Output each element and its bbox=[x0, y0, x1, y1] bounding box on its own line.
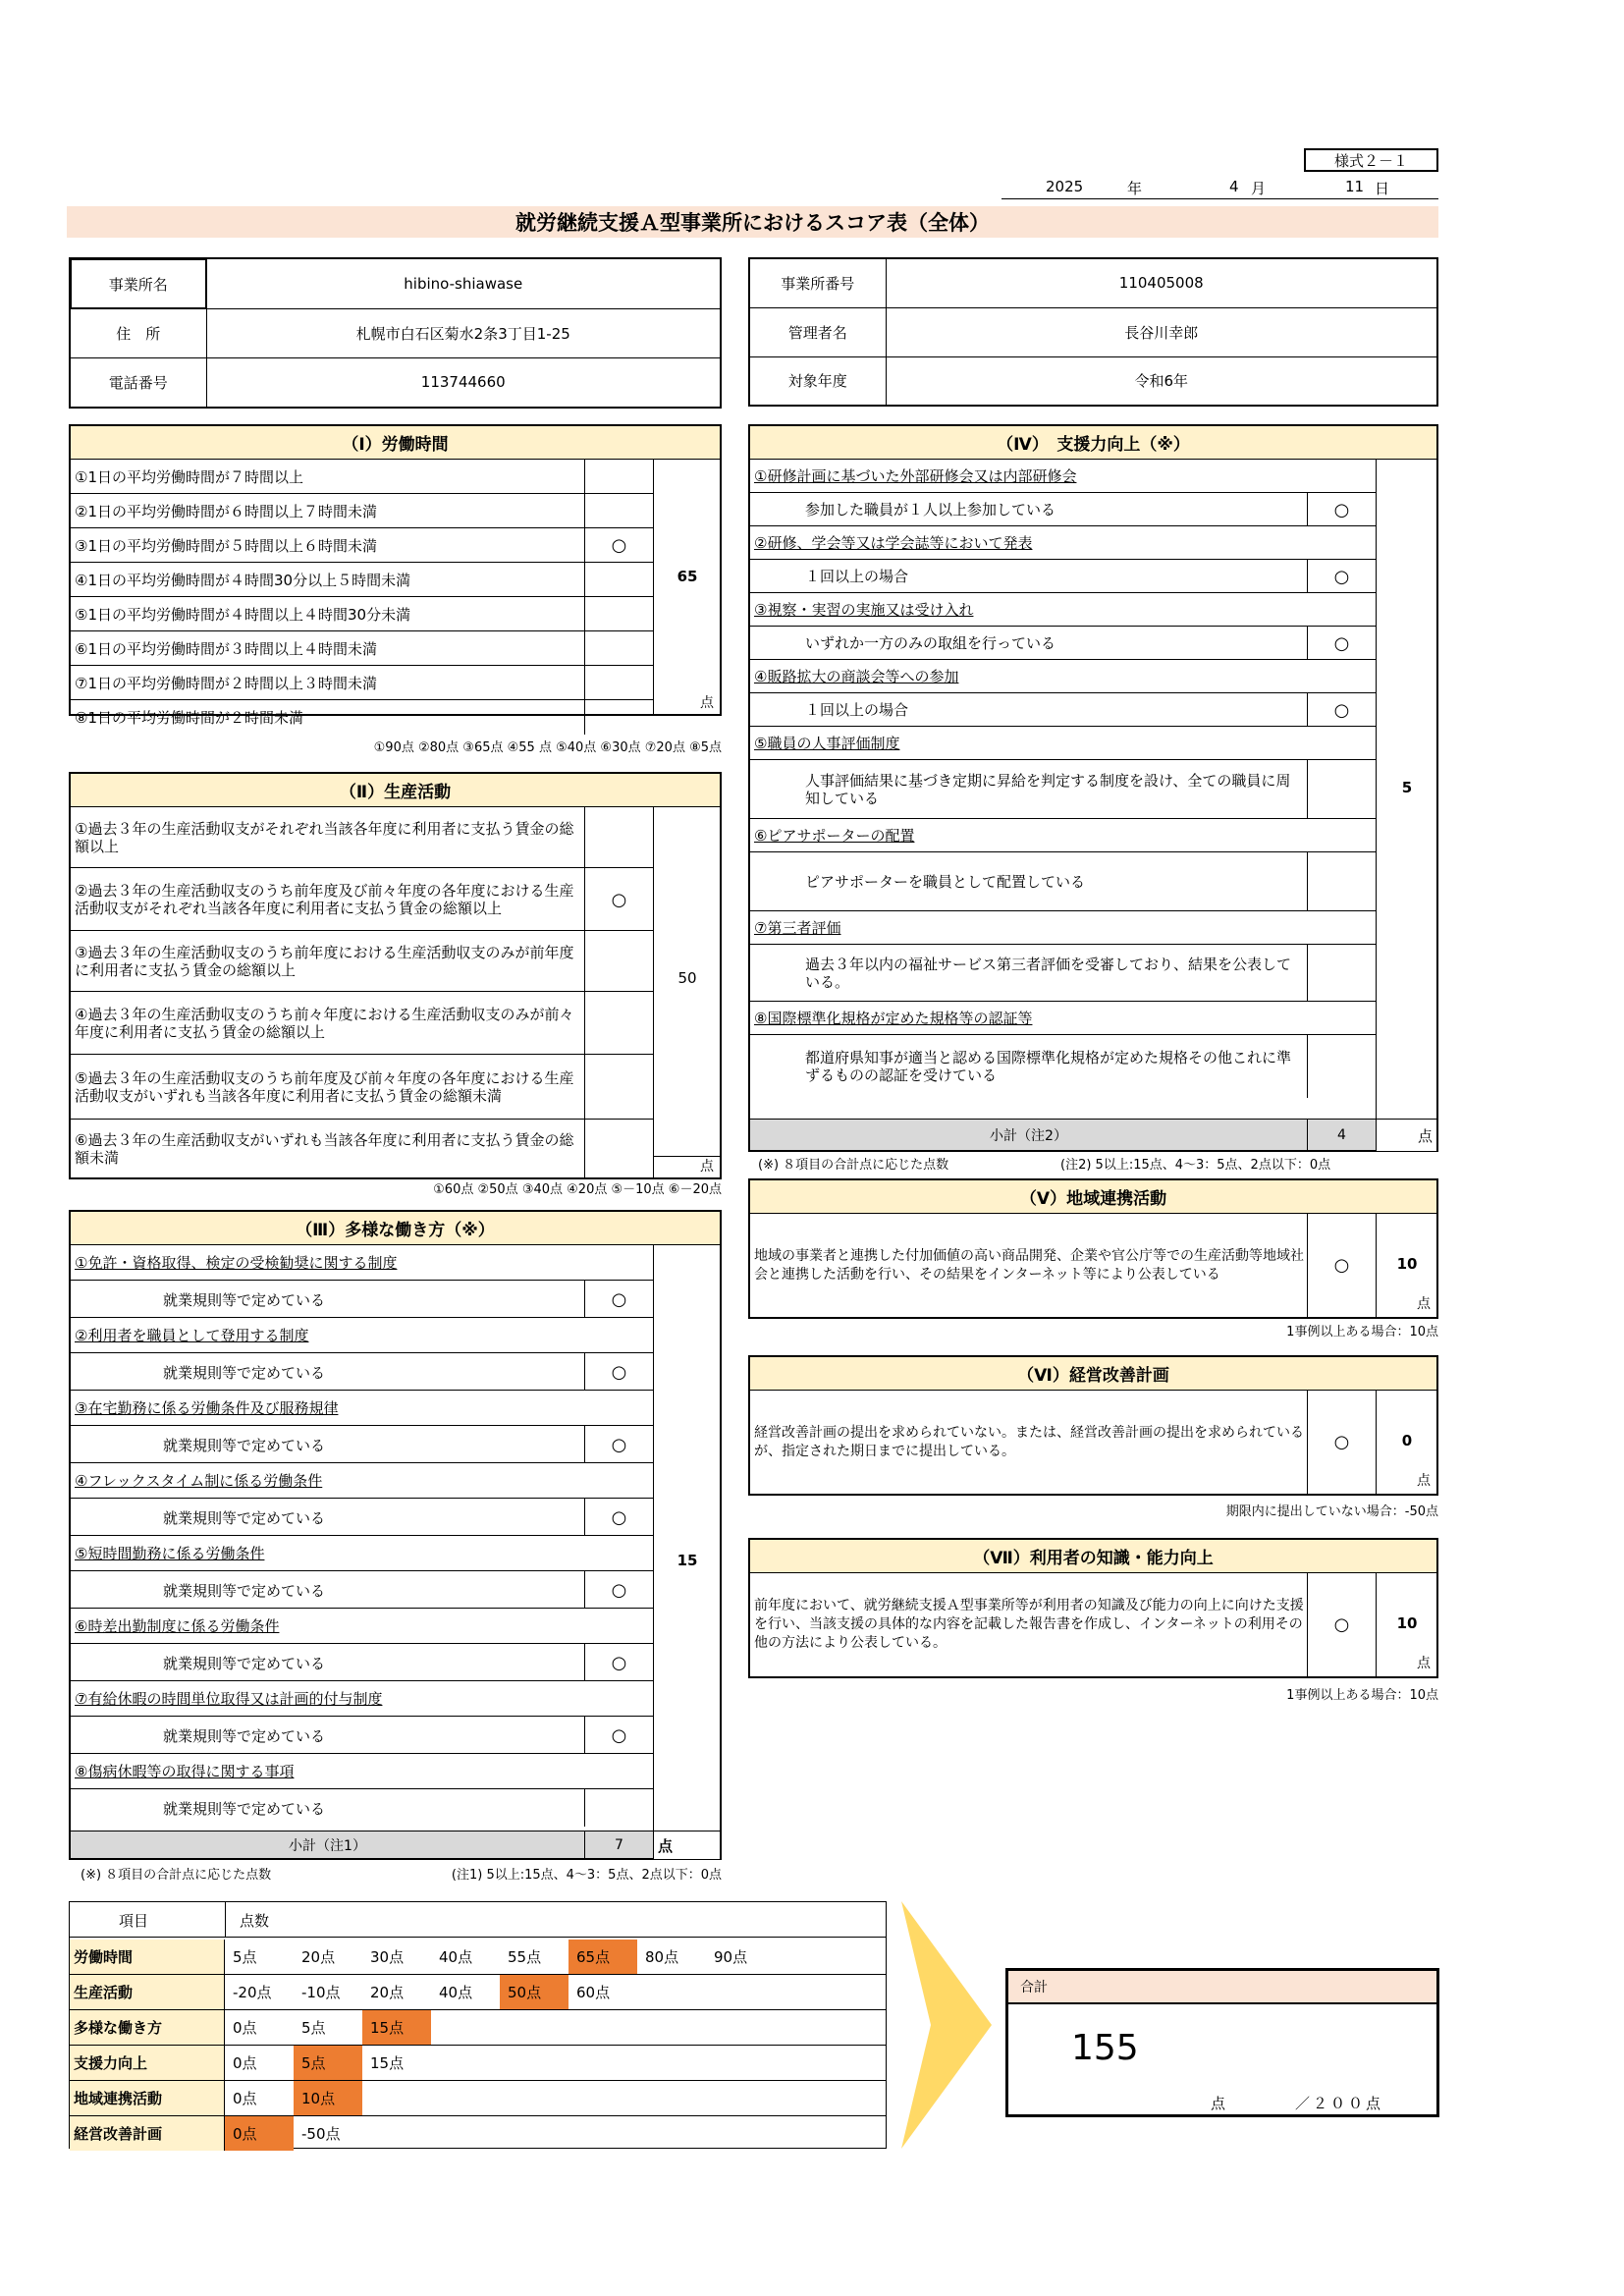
item-heading: ⑧傷病休暇等の取得に関する事項 bbox=[71, 1754, 653, 1789]
list-item bbox=[71, 666, 653, 700]
item-text: 就業規則等で定めている bbox=[163, 1726, 326, 1745]
score-unit: 点 bbox=[1417, 1656, 1431, 1671]
summary-row-label: 労働時間 bbox=[70, 1940, 225, 1974]
item-text: ⑦1日の平均労働時間が２時間以上３時間未満 bbox=[75, 675, 377, 692]
item-text: 就業規則等で定めている bbox=[163, 1654, 326, 1672]
summary-cell bbox=[568, 2081, 637, 2115]
item-heading: ②研修、学会等又は学会誌等において発表 bbox=[750, 526, 1376, 560]
item-mark bbox=[584, 631, 653, 666]
item-text: ③過去３年の生産活動収支のうち前年度における生産活動収支のみが前年度に利用者に支払う賃金の総額以上 bbox=[75, 944, 574, 979]
list-item bbox=[71, 1717, 653, 1754]
section-title: （Ⅴ）地域連携活動 bbox=[750, 1180, 1436, 1214]
list-item bbox=[71, 460, 653, 494]
section-note: 期限内に提出していない場合：-50点 bbox=[1225, 1504, 1438, 1519]
summary-cell: 90点 bbox=[714, 1948, 748, 1966]
info-value: 札幌市白石区菊水2条3丁目1-25 bbox=[206, 309, 721, 358]
section-title: （Ⅲ）多様な働き方（※） bbox=[71, 1212, 720, 1245]
list-item bbox=[71, 1426, 653, 1463]
summary-cell bbox=[568, 2116, 637, 2151]
item-mark: ○ bbox=[584, 1353, 653, 1391]
score-value: 65 bbox=[677, 568, 698, 585]
summary-cell bbox=[362, 2081, 431, 2115]
info-table-left bbox=[69, 257, 722, 409]
item-mark bbox=[1307, 760, 1376, 819]
item-text: ⑥1日の平均労働時間が３時間以上４時間未満 bbox=[75, 640, 377, 658]
list-item bbox=[750, 760, 1376, 819]
item-heading: ⑤短時間勤務に係る労働条件 bbox=[71, 1536, 653, 1571]
summary-cell: 50点 bbox=[500, 1975, 568, 2009]
info-value: 長谷川幸郎 bbox=[886, 307, 1437, 356]
section-diverse-work bbox=[69, 1210, 722, 1860]
section-note-left: (※) ８項目の合計点に応じた点数 bbox=[758, 1158, 949, 1173]
list-item bbox=[71, 1789, 653, 1827]
item-mark bbox=[584, 807, 653, 868]
summary-row-label: 地域連携活動 bbox=[70, 2081, 225, 2115]
score-box bbox=[1376, 1391, 1436, 1494]
arrow-right-icon bbox=[901, 1901, 992, 2149]
item-text: いずれか一方のみの取組を行っている bbox=[805, 634, 1056, 652]
total-box bbox=[1005, 1968, 1439, 2117]
list-item bbox=[750, 1035, 1376, 1098]
item-text: 就業規則等で定めている bbox=[163, 1363, 326, 1382]
info-label: 事業所番号 bbox=[749, 258, 886, 307]
summary-cell: 60点 bbox=[576, 1984, 611, 2001]
item-heading: ③視察・実習の実施又は受け入れ bbox=[750, 593, 1376, 627]
info-label: 対象年度 bbox=[749, 356, 886, 406]
section-title: （Ⅳ） 支援力向上（※） bbox=[750, 426, 1436, 460]
summary-cell: 20点 bbox=[370, 1984, 405, 2001]
list-item bbox=[71, 1499, 653, 1536]
score-value: 5 bbox=[1401, 779, 1413, 796]
item-mark: ○ bbox=[1307, 1214, 1376, 1317]
section-note-left: (※) ８項目の合計点に応じた点数 bbox=[81, 1868, 272, 1883]
item-mark bbox=[584, 1120, 653, 1177]
item-heading: ①研修計画に基づいた外部研修会又は内部研修会 bbox=[750, 460, 1376, 493]
summary-cell bbox=[431, 2116, 500, 2151]
summary-cell bbox=[500, 2010, 568, 2045]
summary-cell bbox=[362, 2116, 431, 2151]
summary-row bbox=[70, 2010, 886, 2046]
score-box bbox=[1376, 1214, 1436, 1317]
item-text: 過去３年以内の福祉サービス第三者評価を受審しており、結果を公表している。 bbox=[805, 956, 1292, 991]
info-label: 住 所 bbox=[70, 309, 206, 358]
summary-row bbox=[70, 2116, 886, 2152]
info-label: 電話番号 bbox=[70, 358, 206, 408]
summary-cell bbox=[431, 2081, 500, 2115]
page-title: 就労継続支援Ａ型事業所におけるスコア表（全体） bbox=[67, 206, 1438, 238]
summary-cell: 40点 bbox=[439, 1984, 473, 2001]
date-month: 4 bbox=[1229, 178, 1239, 195]
total-unit: 点 bbox=[1211, 2095, 1226, 2112]
list-item bbox=[71, 1055, 653, 1120]
list-item bbox=[750, 693, 1376, 727]
section-note: ①90点 ②80点 ③65点 ④55 点 ⑤40点 ⑥30点 ⑦20点 ⑧5点 bbox=[373, 740, 722, 755]
item-mark bbox=[584, 666, 653, 700]
item-heading: ⑦有給休暇の時間単位取得又は計画的付与制度 bbox=[71, 1681, 653, 1717]
summary-row-label: 支援力向上 bbox=[70, 2046, 225, 2080]
section-note: 1事例以上ある場合：10点 bbox=[1286, 1325, 1438, 1339]
summary-cell bbox=[637, 1975, 706, 2009]
item-heading: ⑤職員の人事評価制度 bbox=[750, 727, 1376, 760]
item-text: ①1日の平均労働時間が７時間以上 bbox=[75, 468, 303, 486]
list-item bbox=[71, 597, 653, 631]
date-day-unit: 日 bbox=[1375, 180, 1390, 197]
item-mark bbox=[1307, 945, 1376, 1002]
list-item bbox=[750, 627, 1376, 660]
list-item bbox=[71, 868, 653, 931]
summary-cell: 20点 bbox=[301, 1948, 336, 1966]
summary-cell: 55点 bbox=[508, 1948, 542, 1966]
item-text: ④1日の平均労働時間が４時間30分以上５時間未満 bbox=[75, 572, 411, 589]
summary-cell: 0点 bbox=[233, 2090, 257, 2107]
score-unit: 点 bbox=[1417, 1296, 1431, 1312]
total-value: 155 bbox=[1071, 2028, 1139, 2068]
section-note-right: (注2) 5以上:15点、4～3：5点、2点以下：0点 bbox=[1060, 1158, 1331, 1173]
section-user-ability bbox=[748, 1538, 1438, 1678]
item-heading: ④フレックスタイム制に係る労働条件 bbox=[71, 1463, 653, 1499]
form-id: 様式２－１ bbox=[1304, 148, 1438, 172]
summary-cell bbox=[500, 2081, 568, 2115]
item-heading: ⑥ピアサポーターの配置 bbox=[750, 819, 1376, 852]
item-mark: ○ bbox=[584, 1571, 653, 1609]
subtotal-unit: 点 bbox=[1376, 1120, 1436, 1151]
score-box bbox=[653, 1245, 720, 1858]
subtotal-value: 4 bbox=[1307, 1120, 1376, 1151]
score-unit: 点 bbox=[1417, 1473, 1431, 1489]
list-item bbox=[71, 528, 653, 563]
info-value: hibino-shiawase bbox=[206, 258, 721, 309]
score-value: 10 bbox=[1396, 1255, 1418, 1273]
summary-cell: 0点 bbox=[233, 2054, 257, 2072]
item-mark: ○ bbox=[584, 868, 653, 931]
list-item bbox=[71, 563, 653, 597]
item-text: ⑥過去３年の生産活動収支がいずれも当該各年度に利用者に支払う賃金の総額未満 bbox=[75, 1130, 574, 1167]
summary-cell bbox=[706, 1975, 775, 2009]
item-heading: ②利用者を職員として登用する制度 bbox=[71, 1318, 653, 1353]
section-title: （Ⅵ）経営改善計画 bbox=[750, 1357, 1436, 1391]
list-item bbox=[71, 1644, 653, 1681]
list-item bbox=[750, 560, 1376, 593]
item-text: １回以上の場合 bbox=[805, 568, 909, 585]
summary-cell: 15点 bbox=[362, 2010, 431, 2045]
item-mark bbox=[1307, 1035, 1376, 1098]
item-mark bbox=[584, 563, 653, 597]
item-text: ③1日の平均労働時間が５時間以上６時間未満 bbox=[75, 537, 377, 555]
score-value: 50 bbox=[677, 969, 697, 987]
list-item bbox=[750, 852, 1376, 911]
item-text: ⑧1日の平均労働時間が２時間未満 bbox=[75, 709, 303, 727]
subtotal-label: 小計（注1） bbox=[289, 1838, 366, 1854]
date-year: 2025 bbox=[1046, 178, 1084, 195]
date-line bbox=[1001, 176, 1438, 199]
summary-row-label: 多様な働き方 bbox=[70, 2010, 225, 2045]
summary-cell: 5点 bbox=[233, 1948, 257, 1966]
summary-cell bbox=[637, 2046, 706, 2080]
list-item bbox=[71, 1120, 653, 1177]
section-production bbox=[69, 772, 722, 1179]
section-labor-hours bbox=[69, 424, 722, 727]
item-text: 就業規則等で定めている bbox=[163, 1290, 326, 1309]
item-heading: ③在宅勤務に係る労働条件及び服務規律 bbox=[71, 1391, 653, 1426]
item-text: 経営改善計画の提出を求められていない。または、経営改善計画の提出を求められているが、指定された期日までに提出している。 bbox=[754, 1424, 1304, 1459]
section-management-plan bbox=[748, 1355, 1438, 1496]
item-text: 就業規則等で定めている bbox=[163, 1799, 326, 1818]
info-label: 管理者名 bbox=[749, 307, 886, 356]
summary-cell: 0点 bbox=[225, 2116, 294, 2151]
date-year-unit: 年 bbox=[1127, 180, 1143, 197]
summary-cell: 80点 bbox=[645, 1948, 679, 1966]
item-heading: ⑥時差出勤制度に係る労働条件 bbox=[71, 1609, 653, 1644]
score-value: 15 bbox=[677, 1552, 698, 1569]
item-mark: ○ bbox=[1307, 693, 1376, 727]
total-label: 合計 bbox=[1008, 1971, 1436, 2004]
summary-cell bbox=[637, 2116, 706, 2151]
item-heading: ④販路拡大の商談会等への参加 bbox=[750, 660, 1376, 693]
item-text: ピアサポーターを職員として配置している bbox=[805, 873, 1086, 891]
section-note-right: (注1) 5以上:15点、4～3：5点、2点以下：0点 bbox=[451, 1868, 722, 1883]
date-day: 11 bbox=[1345, 178, 1365, 195]
summary-cell: 5点 bbox=[301, 2019, 326, 2037]
item-mark bbox=[584, 700, 653, 735]
score-unit: 点 bbox=[700, 695, 714, 711]
list-item bbox=[71, 992, 653, 1055]
item-heading: ①免許・資格取得、検定の受検勧奨に関する制度 bbox=[71, 1245, 653, 1281]
summary-cell bbox=[500, 2046, 568, 2080]
subtotal-unit: 点 bbox=[653, 1831, 720, 1859]
score-unit: 点 bbox=[700, 1159, 714, 1175]
subtotal-label: 小計（注2） bbox=[990, 1128, 1067, 1144]
section-title: （Ⅶ）利用者の知識・能力向上 bbox=[750, 1540, 1436, 1573]
summary-table bbox=[69, 1901, 887, 2149]
item-text: ①過去３年の生産活動収支がそれぞれ当該各年度に利用者に支払う賃金の総額以上 bbox=[75, 820, 574, 855]
item-mark: ○ bbox=[1307, 627, 1376, 660]
item-text: 就業規則等で定めている bbox=[163, 1581, 326, 1600]
subtotal-row bbox=[750, 1119, 1436, 1150]
item-text: 就業規則等で定めている bbox=[163, 1508, 326, 1527]
summary-cell bbox=[568, 2010, 637, 2045]
list-item bbox=[71, 494, 653, 528]
summary-cell bbox=[431, 2010, 500, 2045]
list-item bbox=[71, 631, 653, 666]
item-text: ②1日の平均労働時間が６時間以上７時間未満 bbox=[75, 503, 377, 520]
info-table-right bbox=[748, 257, 1438, 407]
score-value: 0 bbox=[1401, 1432, 1413, 1449]
item-mark: ○ bbox=[1307, 493, 1376, 526]
item-text: 就業規則等で定めている bbox=[163, 1436, 326, 1454]
item-mark bbox=[1307, 852, 1376, 911]
summary-row-label: 経営改善計画 bbox=[70, 2116, 225, 2151]
summary-cell bbox=[637, 2081, 706, 2115]
score-value: 10 bbox=[1396, 1614, 1418, 1632]
item-mark: ○ bbox=[584, 1281, 653, 1318]
item-text: １回以上の場合 bbox=[805, 701, 909, 719]
item-mark: ○ bbox=[1307, 560, 1376, 593]
summary-row bbox=[70, 1940, 886, 1975]
score-box bbox=[1376, 460, 1436, 1119]
summary-cell bbox=[706, 2116, 775, 2151]
summary-cell bbox=[500, 2116, 568, 2151]
list-item bbox=[71, 1353, 653, 1391]
score-box bbox=[653, 807, 720, 1177]
list-item bbox=[750, 945, 1376, 1002]
subtotal-value: 7 bbox=[584, 1831, 653, 1859]
section-support-ability bbox=[748, 424, 1438, 1152]
item-text: 前年度において、就労継続支援Ａ型事業所等が利用者の知識及び能力の向上に向けた支援を行い、当該支援の具体的な内容を記載した報告書を作成し、インターネットの利用その他の方法により公表している。 bbox=[754, 1598, 1304, 1651]
summary-header bbox=[70, 1902, 886, 1938]
summary-cell: 5点 bbox=[294, 2046, 362, 2080]
item-mark bbox=[584, 494, 653, 528]
item-mark: ○ bbox=[584, 528, 653, 563]
item-mark bbox=[584, 1789, 653, 1827]
list-item bbox=[71, 1281, 653, 1318]
item-mark: ○ bbox=[584, 1426, 653, 1463]
item-text: 人事評価結果に基づき定期に昇給を判定する制度を設け、全ての職員に周知している bbox=[805, 772, 1291, 807]
total-max: ／２００点 bbox=[1295, 2095, 1384, 2112]
score-box bbox=[1376, 1573, 1436, 1676]
list-item bbox=[71, 1571, 653, 1609]
summary-cell: 15点 bbox=[370, 2054, 405, 2072]
summary-cell bbox=[706, 2010, 775, 2045]
section-note: ①60点 ②50点 ③40点 ④20点 ⑤－10点 ⑥－20点 bbox=[433, 1182, 722, 1197]
summary-cell: -20点 bbox=[233, 1984, 272, 2001]
summary-header-item: 項目 bbox=[119, 1911, 149, 1930]
summary-cell: 40点 bbox=[439, 1948, 473, 1966]
summary-row bbox=[70, 1975, 886, 2010]
item-mark: ○ bbox=[584, 1644, 653, 1681]
item-text: 参加した職員が１人以上参加している bbox=[805, 501, 1056, 519]
summary-row bbox=[70, 2081, 886, 2116]
summary-cell: -10点 bbox=[301, 1984, 341, 2001]
item-heading: ⑦第三者評価 bbox=[750, 911, 1376, 945]
list-item bbox=[71, 807, 653, 868]
list-item bbox=[71, 700, 653, 735]
section-note: 1事例以上ある場合：10点 bbox=[1286, 1688, 1438, 1703]
item-mark bbox=[584, 931, 653, 992]
date-month-unit: 月 bbox=[1251, 180, 1267, 197]
item-mark bbox=[584, 460, 653, 494]
section-title: （Ⅰ）労働時間 bbox=[71, 426, 720, 460]
list-item bbox=[71, 931, 653, 992]
summary-cell: 10点 bbox=[294, 2081, 362, 2115]
item-text: 地域の事業者と連携した付加価値の高い商品開発、企業や官公庁等での生産活動等地域社会と連携した活動を行い、その結果をインターネット等により公表している bbox=[754, 1247, 1304, 1283]
info-label: 事業所名 bbox=[71, 259, 206, 308]
summary-cell bbox=[637, 2010, 706, 2045]
item-heading: ⑧国際標準化規格が定めた規格等の認証等 bbox=[750, 1002, 1376, 1035]
item-mark bbox=[584, 992, 653, 1055]
item-mark: ○ bbox=[584, 1717, 653, 1754]
list-item bbox=[750, 493, 1376, 526]
item-mark bbox=[584, 597, 653, 631]
summary-cell bbox=[706, 2081, 775, 2115]
section-regional bbox=[748, 1178, 1438, 1319]
item-mark: ○ bbox=[1307, 1573, 1376, 1676]
subtotal-row bbox=[71, 1831, 720, 1858]
summary-header-points: 点数 bbox=[225, 1902, 421, 1938]
summary-cell: 30点 bbox=[370, 1948, 405, 1966]
info-value: 110405008 bbox=[886, 258, 1437, 307]
summary-row-label: 生産活動 bbox=[70, 1975, 225, 2009]
score-box bbox=[653, 460, 720, 714]
item-mark bbox=[584, 1055, 653, 1120]
item-mark: ○ bbox=[1307, 1391, 1376, 1494]
summary-cell bbox=[431, 2046, 500, 2080]
item-mark: ○ bbox=[584, 1499, 653, 1536]
item-text: ⑤1日の平均労働時間が４時間以上４時間30分未満 bbox=[75, 606, 411, 624]
info-value: 113744660 bbox=[206, 358, 721, 408]
summary-cell bbox=[706, 2046, 775, 2080]
summary-cell bbox=[568, 2046, 637, 2080]
item-text: 都道府県知事が適当と認める国際標準化規格が定めた規格その他これに準ずるものの認証を受けている bbox=[805, 1049, 1292, 1084]
summary-cell: -50点 bbox=[301, 2125, 341, 2143]
item-text: ②過去３年の生産活動収支のうち前年度及び前々年度の各年度における生産活動収支がそれぞれ当該各年度に利用者に支払う賃金の総額以上 bbox=[75, 882, 574, 917]
summary-cell: 0点 bbox=[233, 2019, 257, 2037]
info-value: 令和6年 bbox=[886, 356, 1437, 406]
section-title: （Ⅱ）生産活動 bbox=[71, 774, 720, 807]
item-text: ④過去３年の生産活動収支のうち前々年度における生産活動収支のみが前々年度に利用者に支払う賃金の総額以上 bbox=[75, 1006, 574, 1041]
summary-cell: 65点 bbox=[568, 1940, 637, 1974]
summary-row bbox=[70, 2046, 886, 2081]
item-text: ⑤過去３年の生産活動収支のうち前年度及び前々年度の各年度における生産活動収支がいずれも当該各年度に利用者に支払う賃金の総額未満 bbox=[75, 1069, 574, 1105]
